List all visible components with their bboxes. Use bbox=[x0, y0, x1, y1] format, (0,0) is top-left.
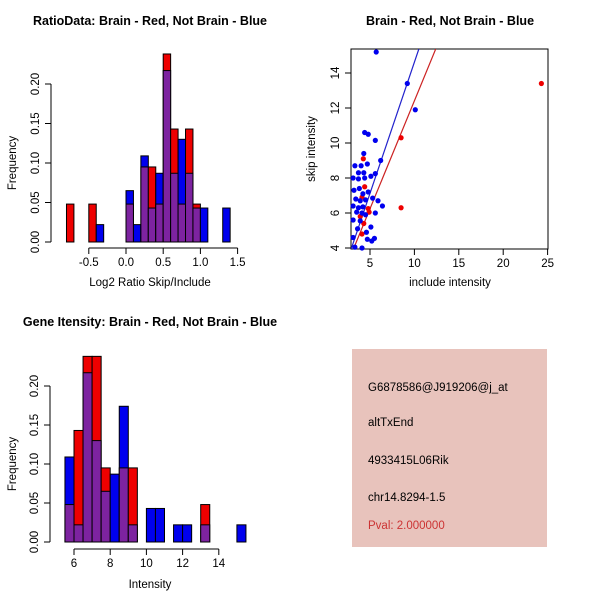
x-tick-label: 1.5 bbox=[229, 257, 246, 269]
hist-bar bbox=[146, 508, 155, 542]
hist-bar-overlap bbox=[141, 167, 148, 242]
hist-bar bbox=[223, 208, 230, 242]
hist-bar-overlap bbox=[201, 525, 210, 542]
scatter-point bbox=[369, 238, 374, 243]
hist-bar-overlap bbox=[101, 491, 110, 542]
scatter-point bbox=[358, 198, 363, 203]
hist-bar-overlap bbox=[148, 208, 155, 242]
y-tick-label: 0.10 bbox=[30, 151, 42, 175]
scatter-point bbox=[352, 163, 357, 168]
scatter-point bbox=[357, 186, 362, 191]
location-text: chr14.8294-1.5 bbox=[368, 492, 446, 504]
ratio-hist-xlabel: Log2 Ratio Skip/Include bbox=[89, 277, 211, 289]
y-tick-label: 0.15 bbox=[30, 112, 42, 135]
scatter-point bbox=[370, 196, 375, 201]
scatter-xlabel: include intensity bbox=[409, 277, 491, 289]
y-tick-label: 0.15 bbox=[29, 413, 41, 437]
y-tick-label: 0.10 bbox=[29, 452, 41, 476]
hist-bar-overlap bbox=[83, 373, 92, 542]
scatter-point bbox=[380, 203, 385, 208]
scatter-point bbox=[405, 81, 410, 86]
scatter-point bbox=[362, 184, 367, 189]
y-tick-label: 0.20 bbox=[30, 72, 42, 96]
scatter-point bbox=[352, 245, 357, 250]
x-tick-label: 6 bbox=[70, 558, 78, 570]
scatter-point bbox=[398, 135, 403, 140]
scatter-point bbox=[373, 171, 378, 176]
scatter-point bbox=[366, 132, 371, 137]
scatter-point bbox=[373, 210, 378, 215]
hist-bar-overlap bbox=[74, 525, 83, 542]
hist-bar-overlap bbox=[128, 525, 137, 542]
ratio-hist-ylabel: Frequency bbox=[7, 135, 19, 191]
scatter-point bbox=[366, 189, 371, 194]
hist-bar bbox=[110, 474, 119, 542]
scatter-point bbox=[364, 230, 369, 235]
gene-info-panel bbox=[352, 349, 547, 547]
scatter-point bbox=[359, 245, 364, 250]
brain-fit-line bbox=[353, 49, 436, 250]
scatter-point bbox=[539, 81, 544, 86]
hist-bar bbox=[174, 525, 183, 542]
scatter-point bbox=[365, 237, 370, 242]
pval-text: Pval: 2.000000 bbox=[368, 520, 445, 532]
x-tick-label: 25 bbox=[541, 258, 554, 270]
hist-bar-overlap bbox=[65, 505, 74, 542]
scatter-point bbox=[360, 191, 365, 196]
scatter-point bbox=[359, 231, 364, 236]
hist-bar-overlap bbox=[163, 71, 170, 242]
gene-hist-xlabel: Intensity bbox=[128, 579, 172, 591]
hist-bar-overlap bbox=[156, 204, 163, 242]
hist-bar-overlap bbox=[178, 204, 185, 242]
y-tick-label: 0.00 bbox=[30, 230, 42, 254]
scatter-ylabel: skip intensity bbox=[306, 116, 318, 182]
gene-hist-title: Gene Itensity: Brain - Red, Not Brain - Blue bbox=[22, 315, 278, 329]
scatter-point bbox=[413, 107, 418, 112]
scatter-point bbox=[378, 158, 383, 163]
scatter-point bbox=[368, 224, 373, 229]
x-tick-label: 14 bbox=[212, 558, 226, 570]
hist-bar bbox=[89, 204, 96, 242]
scatter-point bbox=[351, 175, 356, 180]
scatter-point bbox=[351, 203, 356, 208]
scatter-point bbox=[355, 226, 360, 231]
x-tick-label: 0.0 bbox=[118, 257, 134, 269]
hist-bar bbox=[66, 204, 73, 242]
hist-bar bbox=[133, 225, 140, 242]
x-tick-label: 10 bbox=[408, 258, 421, 270]
y-tick-label: 10 bbox=[330, 136, 342, 150]
scatter-point bbox=[351, 188, 356, 193]
scatter-point bbox=[373, 138, 378, 143]
y-tick-label: 12 bbox=[330, 101, 342, 115]
scatter-point bbox=[354, 210, 359, 215]
scatter-point bbox=[351, 217, 356, 222]
hist-bar bbox=[237, 525, 246, 542]
y-tick-label: 0.05 bbox=[30, 191, 42, 214]
scatter-point bbox=[375, 198, 380, 203]
hist-bar bbox=[96, 225, 103, 242]
hist-bar bbox=[200, 208, 207, 242]
scatter-point bbox=[365, 161, 370, 166]
hist-bar-overlap bbox=[186, 173, 193, 242]
scatter-point bbox=[361, 156, 366, 161]
x-tick-label: 12 bbox=[176, 558, 189, 570]
scatter-point bbox=[361, 170, 366, 175]
gene-symbol-text: 4933415L06Rik bbox=[368, 455, 449, 467]
probe-id-text: G6878586@J919206@j_at bbox=[368, 382, 508, 394]
x-tick-label: 20 bbox=[496, 258, 510, 270]
hist-bar bbox=[183, 525, 192, 542]
y-tick-label: 4 bbox=[330, 244, 342, 252]
y-tick-label: 0.20 bbox=[29, 374, 41, 398]
x-tick-label: 0.5 bbox=[155, 257, 172, 269]
scatter-point bbox=[361, 151, 366, 156]
x-tick-label: 8 bbox=[106, 558, 114, 570]
hist-bar-overlap bbox=[119, 468, 128, 542]
y-tick-label: 0.00 bbox=[29, 530, 41, 554]
plot-box bbox=[351, 49, 548, 249]
scatter-point bbox=[362, 175, 367, 180]
scatter-point bbox=[356, 170, 361, 175]
scatter-point bbox=[353, 196, 358, 201]
x-tick-label: 10 bbox=[140, 558, 153, 570]
scatter-point bbox=[368, 174, 373, 179]
scatter-point bbox=[374, 49, 379, 54]
scatter-point bbox=[363, 212, 368, 217]
y-tick-label: 6 bbox=[330, 209, 342, 217]
x-tick-label: 15 bbox=[452, 258, 466, 270]
scatter-point bbox=[359, 163, 364, 168]
x-tick-label: 5 bbox=[366, 258, 374, 270]
x-tick-label: 1.0 bbox=[192, 257, 209, 269]
hist-bar-overlap bbox=[126, 204, 133, 242]
scatter-point bbox=[351, 235, 356, 240]
hist-bar-overlap bbox=[171, 173, 178, 242]
scatter-point bbox=[360, 204, 365, 209]
scatter-point bbox=[356, 176, 361, 181]
y-tick-label: 0.05 bbox=[29, 491, 41, 515]
scatter-title: Brain - Red, Not Brain - Blue bbox=[365, 14, 535, 28]
scatter-point bbox=[363, 197, 368, 202]
hist-bar bbox=[155, 508, 164, 542]
y-tick-label: 14 bbox=[330, 66, 342, 80]
ratio-hist-title: RatioData: Brain - Red, Not Brain - Blue bbox=[32, 14, 268, 28]
hist-bar-overlap bbox=[193, 208, 200, 242]
event-type-text: altTxEnd bbox=[368, 417, 414, 429]
hist-bar-overlap bbox=[92, 441, 101, 542]
gene-hist-ylabel: Frequency bbox=[7, 436, 19, 492]
y-tick-label: 8 bbox=[330, 174, 342, 182]
scatter-point bbox=[358, 218, 363, 223]
scatter-point bbox=[398, 205, 403, 210]
x-tick-label: -0.5 bbox=[78, 257, 99, 269]
